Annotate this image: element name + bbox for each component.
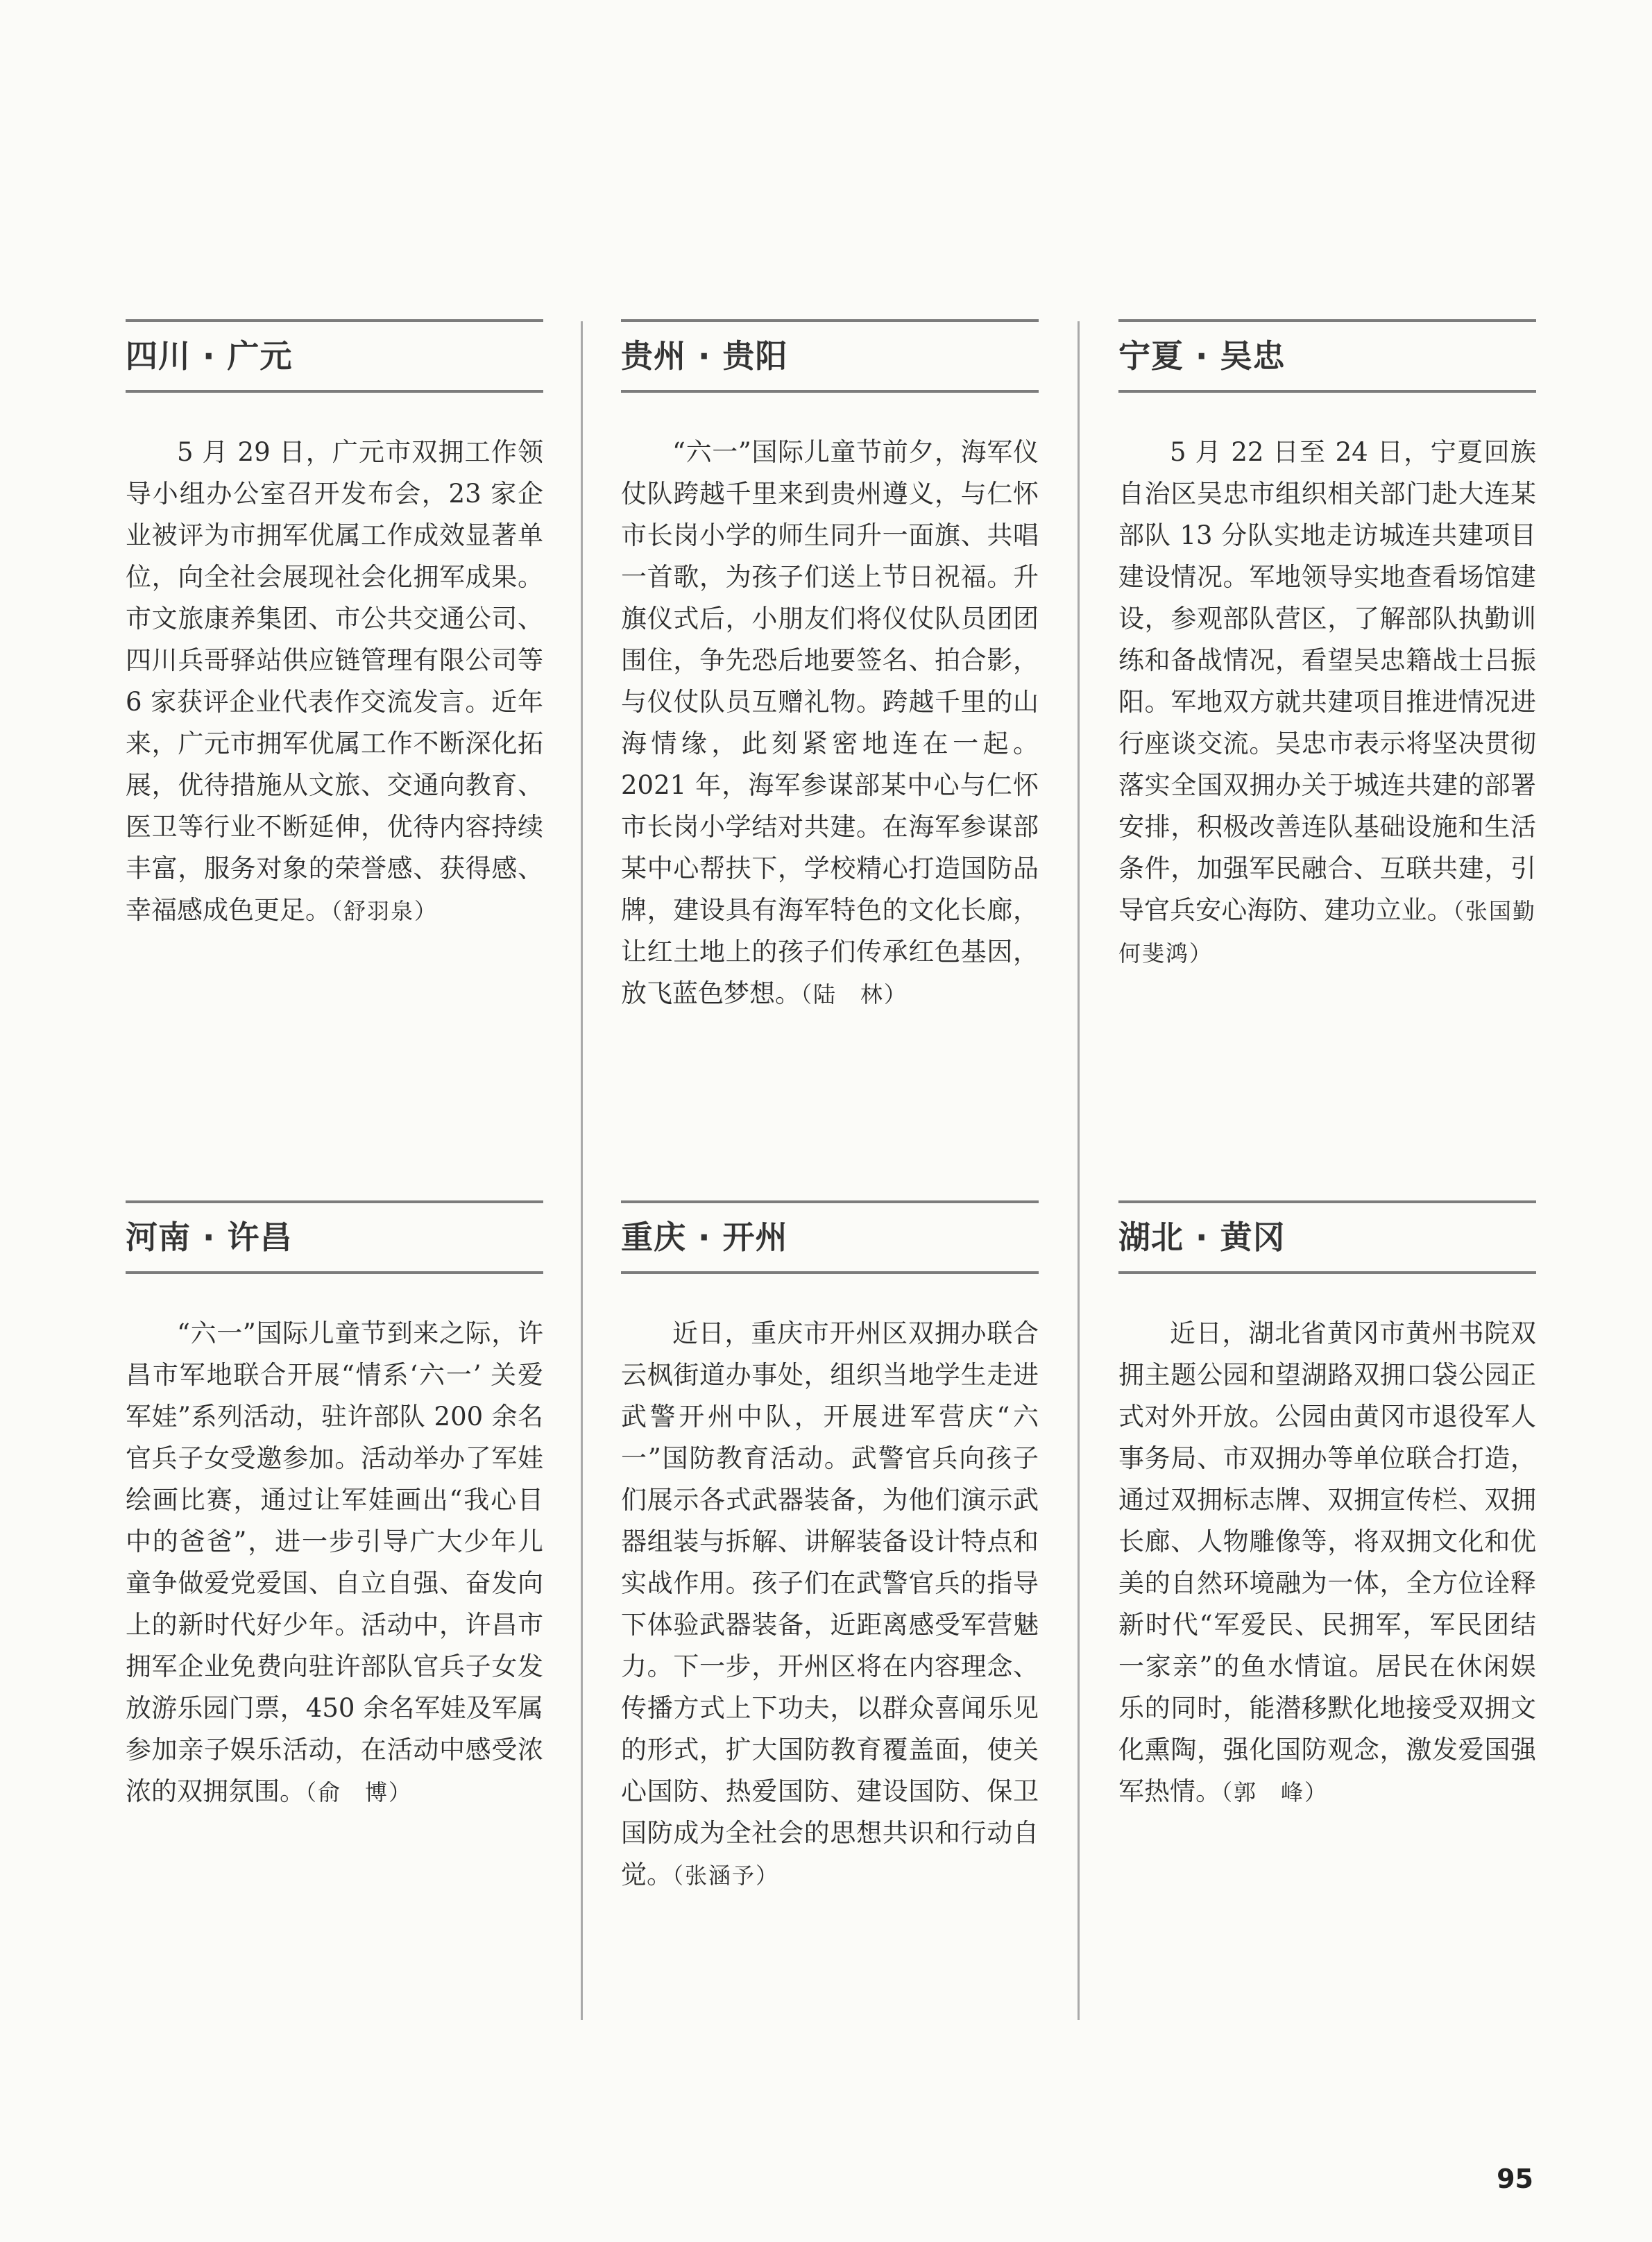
- column-divider-left: [581, 321, 583, 2020]
- article-text: 5 月 22 日至 24 日，宁夏回族自治区吴忠市组织相关部门赴大连某部队 13 分队实地走访城连共建项目建设情况。军地领导实地查看场馆建设，参观部队营区，了解部队执勤训练和备战情况，看望吴忠籍战士吕振阳。军地双方就共建项目推进情况进行座谈交流。吴忠市表示将坚决贯彻落实全国双拥办关于城连共建的部署安排，积极改善连队基础设施和生活条件，加强军民融合、互联共建，引导官兵安心海防、建功立业。: [1118, 437, 1536, 925]
- header-rule-bottom: [1118, 1271, 1536, 1274]
- header-rule-bottom: [621, 390, 1039, 393]
- article-body: [621, 432, 1039, 1015]
- article-guizhou-guiyang: [621, 319, 1039, 1015]
- article-title: 湖北 · 黄冈: [1118, 1218, 1286, 1256]
- article-text: “六一”国际儿童节前夕，海军仪仗队跨越千里来到贵州遵义，与仁怀市长岗小学的师生同升一面旗、共唱一首歌，为孩子们送上节日祝福。升旗仪式后，小朋友们将仪仗队员团团围住，争先恐后地要签名、拍合影，与仪仗队员互赠礼物。跨越千里的山海情缘，此刻紧密地连在一起。2021 年，海军参谋部某中心与仁怀市长岗小学结对共建。在海军参谋部某中心帮扶下，学校精心打造国防品牌，建设具有海军特色的文化长廊，让红土地上的孩子们传承红色基因，放飞蓝色梦想。: [621, 437, 1039, 1008]
- article-chongqing-kaizhou: [621, 1200, 1039, 1896]
- article-title: 宁夏 · 吴忠: [1118, 337, 1286, 375]
- article-sichuan-guangyuan: [126, 319, 543, 932]
- article-title: 重庆 · 开州: [621, 1218, 788, 1256]
- article-hubei-huanggang: [1118, 1200, 1536, 1813]
- article-body: [126, 1313, 543, 1813]
- article-author: （张国勤 何斐鸿）: [1118, 898, 1560, 967]
- article-title: 河南 · 许昌: [126, 1218, 293, 1256]
- article-author: （舒羽泉）: [331, 898, 438, 924]
- column-divider-right: [1078, 321, 1080, 2020]
- article-author: （陆 林）: [801, 981, 908, 1008]
- article-body: [1118, 1313, 1536, 1813]
- article-text: “六一”国际儿童节到来之际，许昌市军地联合开展“情系‘六一’ 关爱军娃”系列活动，驻许部队 200 余名官兵子女受邀参加。活动举办了军娃绘画比赛，通过让军娃画出“我心目中的爸爸”，进一步引导广大少年儿童争做爱党爱国、自立自强、奋发向上的新时代好少年。活动中，许昌市拥军企业免费向驻许部队官兵子女发放游乐园门票，450 余名军娃及军属参加亲子娱乐活动，在活动中感受浓浓的双拥氛围。: [126, 1318, 543, 1806]
- article-author: （郭 峰）: [1221, 1779, 1329, 1806]
- article-title: 贵州 · 贵阳: [621, 337, 788, 375]
- article-text: 近日，湖北省黄冈市黄州书院双拥主题公园和望湖路双拥口袋公园正式对外开放。公园由黄冈市退役军人事务局、市双拥办等单位联合打造，通过双拥标志牌、双拥宣传栏、双拥长廊、人物雕像等，将双拥文化和优美的自然环境融为一体，全方位诠释新时代“军爱民、民拥军，军民团结一家亲”的鱼水情谊。居民在休闲娱乐的同时，能潜移默化地接受双拥文化熏陶，强化国防观念，激发爱国强军热情。: [1118, 1318, 1536, 1806]
- page-number: 95: [1497, 2164, 1533, 2194]
- article-text: 5 月 29 日，广元市双拥工作领导小组办公室召开发布会，23 家企业被评为市拥军优属工作成效显著单位，向全社会展现社会化拥军成果。市文旅康养集团、市公共交通公司、四川兵哥驿站供应链管理有限公司等 6 家获评企业代表作交流发言。近年来，广元市拥军优属工作不断深化拓展，优待措施从文旅、交通向教育、医卫等行业不断延伸，优待内容持续丰富，服务对象的荣誉感、获得感、幸福感成色更足。: [126, 437, 543, 925]
- article-ningxia-wuzhong: [1118, 319, 1560, 974]
- article-title: 四川 · 广元: [126, 337, 293, 375]
- article-henan-xuchang: [126, 1200, 543, 1813]
- article-body: [126, 432, 543, 932]
- article-author: （俞 博）: [305, 1779, 413, 1806]
- header-rule-bottom: [126, 1271, 543, 1274]
- article-author: （张涵予）: [672, 1862, 780, 1889]
- header-rule-bottom: [621, 1271, 1039, 1274]
- article-body: [1118, 432, 1560, 974]
- article-body: [621, 1313, 1039, 1896]
- article-text: 近日，重庆市开州区双拥办联合云枫街道办事处，组织当地学生走进武警开州中队，开展进军营庆“六一”国防教育活动。武警官兵向孩子们展示各式武器装备，为他们演示武器组装与拆解、讲解装备设计特点和实战作用。孩子们在武警官兵的指导下体验武器装备，近距离感受军营魅力。下一步，开州区将在内容理念、传播方式上下功夫，以群众喜闻乐见的形式，扩大国防教育覆盖面，使关心国防、热爱国防、建设国防、保卫国防成为全社会的思想共识和行动自觉。: [621, 1318, 1039, 1889]
- header-rule-bottom: [1118, 390, 1536, 393]
- header-rule-bottom: [126, 390, 543, 393]
